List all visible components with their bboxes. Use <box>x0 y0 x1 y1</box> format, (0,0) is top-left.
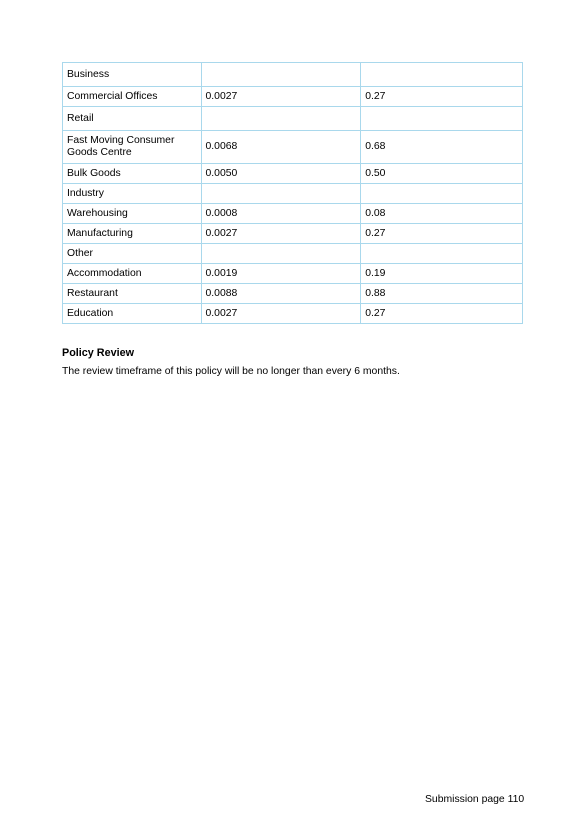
rate-cell: 0.0027 <box>201 87 361 107</box>
percent-cell <box>361 244 523 264</box>
policy-review-text: The review timeframe of this policy will be no longer than every 6 months. <box>62 366 400 377</box>
percent-cell: 0.50 <box>361 164 523 184</box>
table-row <box>63 164 523 184</box>
percent-cell: 0.19 <box>361 264 523 284</box>
table-row <box>63 244 523 264</box>
rate-cell <box>201 244 361 264</box>
table-row <box>63 204 523 224</box>
category-cell: Education <box>63 304 202 324</box>
percent-cell: 0.27 <box>361 224 523 244</box>
percent-cell: 0.68 <box>361 131 523 164</box>
table-row <box>63 304 523 324</box>
rate-cell: 0.0027 <box>201 224 361 244</box>
rate-cell <box>201 107 361 131</box>
percent-cell: 0.88 <box>361 284 523 304</box>
rate-cell: 0.0088 <box>201 284 361 304</box>
rate-cell: 0.0027 <box>201 304 361 324</box>
table-row <box>63 264 523 284</box>
table-row <box>63 131 523 164</box>
category-cell: Other <box>63 244 202 264</box>
rate-cell <box>201 63 361 87</box>
percent-cell <box>361 184 523 204</box>
percent-cell <box>361 107 523 131</box>
rate-cell: 0.0008 <box>201 204 361 224</box>
table-row <box>63 63 523 87</box>
category-cell: Fast Moving Consumer Goods Centre <box>63 131 202 164</box>
page-number-footer: Submission page 110 <box>425 794 525 805</box>
category-cell: Accommodation <box>63 264 202 284</box>
percent-cell: 0.27 <box>361 87 523 107</box>
category-cell: Manufacturing <box>63 224 202 244</box>
table-row <box>63 184 523 204</box>
percent-cell <box>361 63 523 87</box>
table-row <box>63 87 523 107</box>
category-cell: Industry <box>63 184 202 204</box>
category-cell: Restaurant <box>63 284 202 304</box>
category-cell: Bulk Goods <box>63 164 202 184</box>
table-row <box>63 284 523 304</box>
policy-review-heading: Policy Review <box>62 347 135 359</box>
rate-cell: 0.0068 <box>201 131 361 164</box>
category-cell: Business <box>63 63 202 87</box>
table-row <box>63 224 523 244</box>
category-cell: Retail <box>63 107 202 131</box>
category-cell: Warehousing <box>63 204 202 224</box>
rates-table <box>62 62 523 324</box>
rate-cell: 0.0050 <box>201 164 361 184</box>
table-row <box>63 107 523 131</box>
percent-cell: 0.08 <box>361 204 523 224</box>
rate-cell <box>201 184 361 204</box>
category-cell: Commercial Offices <box>63 87 202 107</box>
percent-cell: 0.27 <box>361 304 523 324</box>
rate-cell: 0.0019 <box>201 264 361 284</box>
